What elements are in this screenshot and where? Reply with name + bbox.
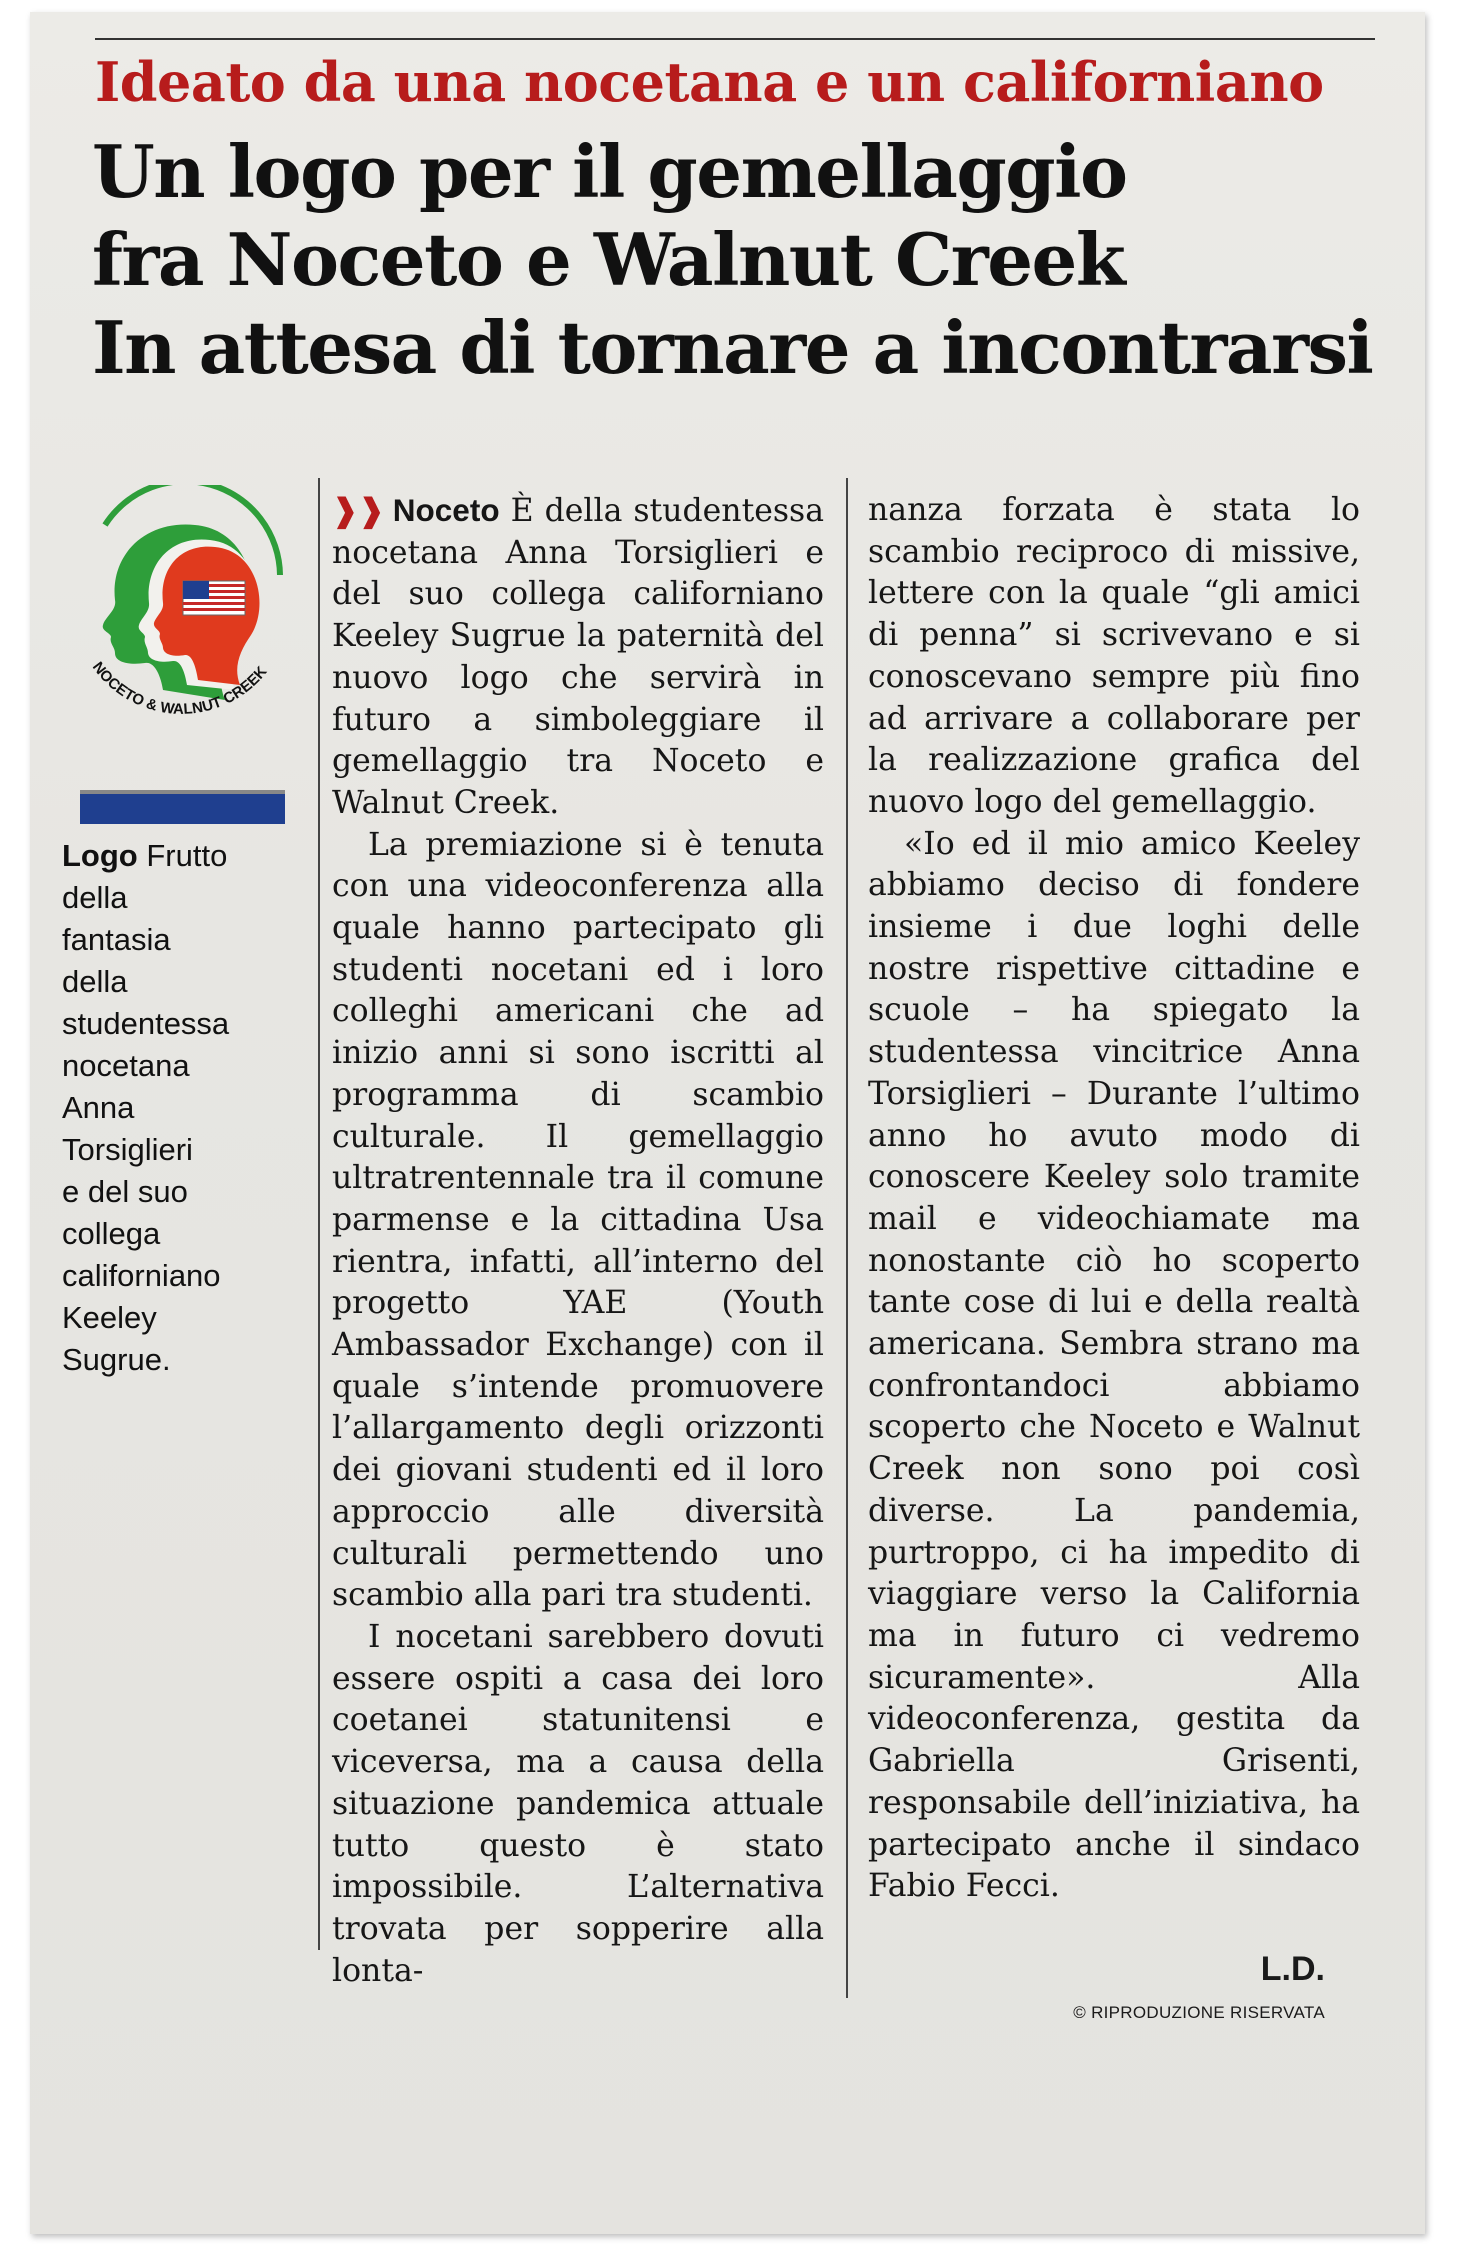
article-column-1 xyxy=(332,490,824,1992)
headline-line-2: fra Noceto e Walnut Creek xyxy=(92,217,1125,302)
caption-line: Frutto xyxy=(146,838,228,873)
dateline-place: Noceto xyxy=(392,492,500,528)
section-marker-icon: ❱❱ xyxy=(332,492,385,528)
article-column-2 xyxy=(868,490,1360,1908)
caption-line: e del suo xyxy=(62,1174,188,1209)
paragraph-1 xyxy=(332,490,824,825)
caption-line: della xyxy=(62,880,128,915)
usa-flag-icon xyxy=(183,581,245,615)
headline-line-3: In attesa di tornare a incontrarsi xyxy=(92,305,1373,390)
photo-caption xyxy=(62,835,297,1381)
paragraph-2: La premiazione si è tenuta con una videoconferenza alla quale hanno partecipato gli studenti nocetani ed i loro colleghi americani che ad inizio anni si sono iscritti al programma di scambio culturale. Il gemellaggio ultratrentennale tra il comune parmense e la cittadina Usa rientra, infatti, all’interno del progetto YAE (Youth Ambassador Exchange) con il quale s’intende promuovere l’allargamento degli orizzonti dei giovani studenti ed il loro approccio alle diversità culturali permettendo uno scambio alla pari tra studenti. xyxy=(332,826,824,1614)
caption-line: fantasia xyxy=(62,922,171,957)
headline-line-1: Un logo per il gemellaggio xyxy=(92,129,1127,214)
caption-line: Sugrue. xyxy=(62,1342,171,1377)
author-signature: L.D. xyxy=(1260,1950,1325,1988)
caption-line: Keeley xyxy=(62,1300,157,1335)
caption-line: della xyxy=(62,964,128,999)
copyright-notice: © RIPRODUZIONE RISERVATA xyxy=(1073,2003,1325,2022)
paragraph-5: «Io ed il mio amico Keeley abbiamo deciso di fondere insieme i due loghi delle nostre rispettive cittadine e scuole – ha spiegato la studentessa vincitrice Anna Torsiglieri – Durante l’ultimo anno ho avuto modo di conoscere Keeley solo tramite mail e videochiamate ma nonostante ciò ho scoperto tante cose di lui e della realtà americana. Sembra strano ma confrontandoci abbiamo scoperto che Noceto e Walnut Creek non sono poi così diverse. La pandemia, purtroppo, ci ha impedito di viaggiare verso la California ma in futuro ci vedremo sicuramente». Alla videoconferenza, gestita da Gabriella Grisenti, responsabile dell’iniziativa, ha partecipato anche il sindaco Fabio Fecci. xyxy=(868,825,1360,1905)
paragraph-4: nanza forzata è stata lo scambio reciproco di missive, lettere con la quale “gli amici di penna” si scrivevano e si conoscevano sempre più fino ad arrivare a collaborare per la realizzazione grafica del nuovo logo del gemellaggio. xyxy=(868,492,1360,820)
caption-color-bar xyxy=(80,790,285,824)
article-headline xyxy=(92,128,1392,392)
column-divider-center xyxy=(846,478,848,1998)
paragraph-3: I nocetani sarebbero dovuti essere ospiti a casa dei loro coetanei statunitensi e viceversa, ma a causa della situazione pandemica attuale tutto questo è stato impossibile. L’alternativa trovata per sopperire alla lonta- xyxy=(332,1618,824,1989)
article-kicker: Ideato da una nocetana e un californiano xyxy=(95,50,1324,114)
twinning-logo xyxy=(75,485,295,735)
logo-ring-text: NOCETO & WALNUT CREEK xyxy=(88,658,271,718)
caption-line: nocetana xyxy=(62,1048,190,1083)
column-divider-left xyxy=(318,478,320,1950)
top-rule xyxy=(95,38,1375,40)
caption-line: californiano xyxy=(62,1258,221,1293)
caption-line: Torsiglieri xyxy=(62,1132,193,1167)
caption-lead: Logo xyxy=(62,838,138,873)
caption-line: collega xyxy=(62,1216,161,1251)
caption-line: studentessa xyxy=(62,1006,230,1041)
caption-line: Anna xyxy=(62,1090,135,1125)
paragraph-1-text: È della studentessa nocetana Anna Torsiglieri e del suo collega californiano Keeley Sugrue la paternità del nuovo logo che servirà in futuro a simboleggiare il gemellaggio tra Noceto e Walnut Creek. xyxy=(332,493,824,821)
twinning-logo-image xyxy=(75,485,295,735)
